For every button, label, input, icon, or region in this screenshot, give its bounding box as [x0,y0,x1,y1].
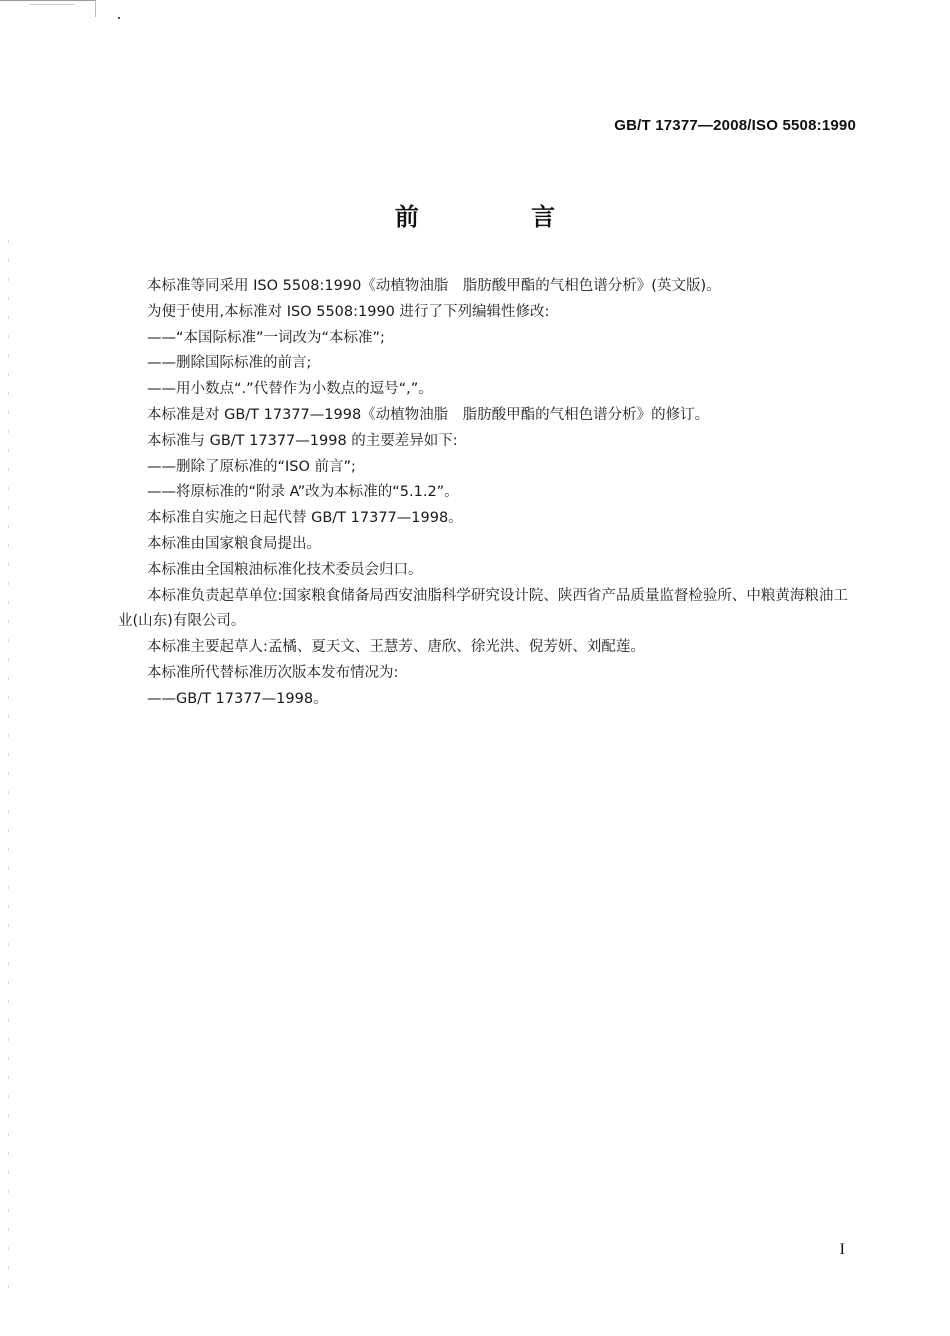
list-item: ——删除了原标准的“ISO 前言”; [147,458,356,475]
paragraph-replacement: 本标准自实施之日起代替 GB/T 17377—1998。 [147,510,463,527]
page-number: I [839,1241,845,1258]
scan-left-edge [8,240,9,1300]
paragraph-drafters: 本标准主要起草人:孟橘、夏天文、王慧芳、唐欣、徐光洪、倪芳妍、刘配莲。 [147,639,645,656]
foreword-body [118,274,860,713]
paragraph-proposer: 本标准由国家粮食局提出。 [147,535,321,552]
list-item: ——删除国际标准的前言; [147,355,312,372]
list-item: ——GB/T 17377—1998。 [147,690,328,707]
list-item: ——用小数点“.”代替作为小数点的逗号“,”。 [147,381,433,398]
page-title: 前 言 [394,203,608,231]
standard-code: GB/T 17377—2008/ISO 5508:1990 [614,117,856,134]
list-item: ——“本国际标准”一词改为“本标准”; [147,329,385,346]
paragraph-drafting-units: 本标准负责起草单位:国家粮食储备局西安油脂科学研究设计院、陕西省产品质量监督检验所、中粮黄海粮油工业(山东)有限公司。 [118,587,848,630]
paragraph-editorial-intro: 为便于使用,本标准对 ISO 5508:1990 进行了下列编辑性修改: [147,303,550,320]
paragraph-committee: 本标准由全国粮油标准化技术委员会归口。 [147,561,423,578]
paragraph-adoption: 本标准等同采用 ISO 5508:1990《动植物油脂 脂肪酸甲酯的气相色谱分析》(英文版)。 [147,278,721,294]
paragraph-history-intro: 本标准所代替标准历次版本发布情况为: [147,664,399,681]
list-item: ——将原标准的“附录 A”改为本标准的“5.1.2”。 [147,484,459,501]
paragraph-revision: 本标准是对 GB/T 17377—1998《动植物油脂 脂肪酸甲酯的气相色谱分析》的修订。 [147,406,710,423]
scan-corner-mark [0,0,96,17]
scan-speck [118,17,120,19]
paragraph-differences-intro: 本标准与 GB/T 17377—1998 的主要差异如下: [147,432,458,449]
